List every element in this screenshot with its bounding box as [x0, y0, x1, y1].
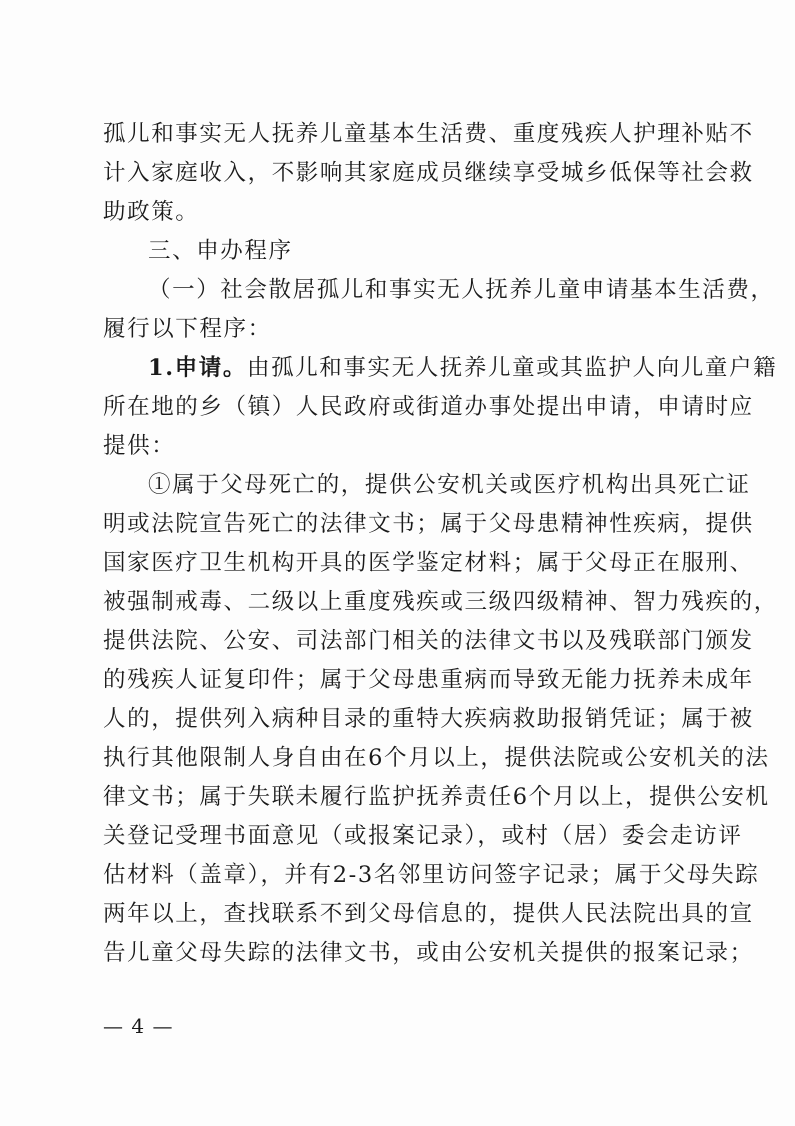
step-title: 1.申请。	[148, 355, 247, 381]
body-text-line: 提供法院、公安、司法部门相关的法律文书以及残联部门颁发	[103, 628, 754, 654]
body-text-line: 被强制戒毒、二级以上重度残疾或三级四级精神、智力残疾的，	[103, 589, 778, 615]
body-text-line: 提供：	[103, 433, 176, 459]
body-text-line: 国家医疗卫生机构开具的医学鉴定材料；属于父母正在服刑、	[103, 550, 754, 576]
step-text: 由孤儿和事实无人抚养儿童或其监护人向儿童户籍	[247, 355, 778, 381]
subsection-heading: （一）社会散居孤儿和事实无人抚养儿童申请基本生活费，	[148, 277, 775, 303]
page-number: — 4 —	[103, 1014, 174, 1038]
body-text-line: 人的，提供列入病种目录的重特大疾病救助报销凭证；属于被	[103, 706, 754, 732]
body-text-line: 两年以上，查找联系不到父母信息的，提供人民法院出具的宣	[103, 901, 754, 927]
body-text-line: 计入家庭收入，不影响其家庭成员继续享受城乡低保等社会救	[103, 160, 754, 186]
body-text-line: 所在地的乡（镇）人民政府或街道办事处提出申请，申请时应	[103, 394, 754, 420]
body-text-line: 估材料（盖章），并有2-3名邻里访问签字记录；属于父母失踪	[103, 862, 760, 888]
body-text-line: 关登记受理书面意见（或报案记录），或村（居）委会走访评	[103, 823, 743, 849]
body-text-line: 明或法院宣告死亡的法律文书；属于父母患精神性疾病，提供	[103, 511, 754, 537]
body-text-line: 履行以下程序：	[103, 316, 272, 342]
body-text-line: 律文书；属于失联未履行监护抚养责任6个月以上，提供公安机	[103, 784, 770, 810]
body-text-line: 执行其他限制人身自由在6个月以上，提供法院或公安机关的法	[103, 745, 770, 771]
body-text-line: 的残疾人证复印件；属于父母患重病而导致无能力抚养未成年	[103, 667, 754, 693]
step-paragraph	[148, 352, 777, 384]
body-text-line: ①属于父母死亡的，提供公安机关或医疗机构出具死亡证	[148, 472, 751, 498]
body-text-line: 孤儿和事实无人抚养儿童基本生活费、重度残疾人护理补贴不	[103, 121, 754, 147]
body-text-line: 助政策。	[103, 199, 200, 225]
section-heading: 三、申办程序	[148, 238, 293, 264]
body-text-line: 告儿童父母失踪的法律文书，或由公安机关提供的报案记录；	[103, 940, 754, 966]
